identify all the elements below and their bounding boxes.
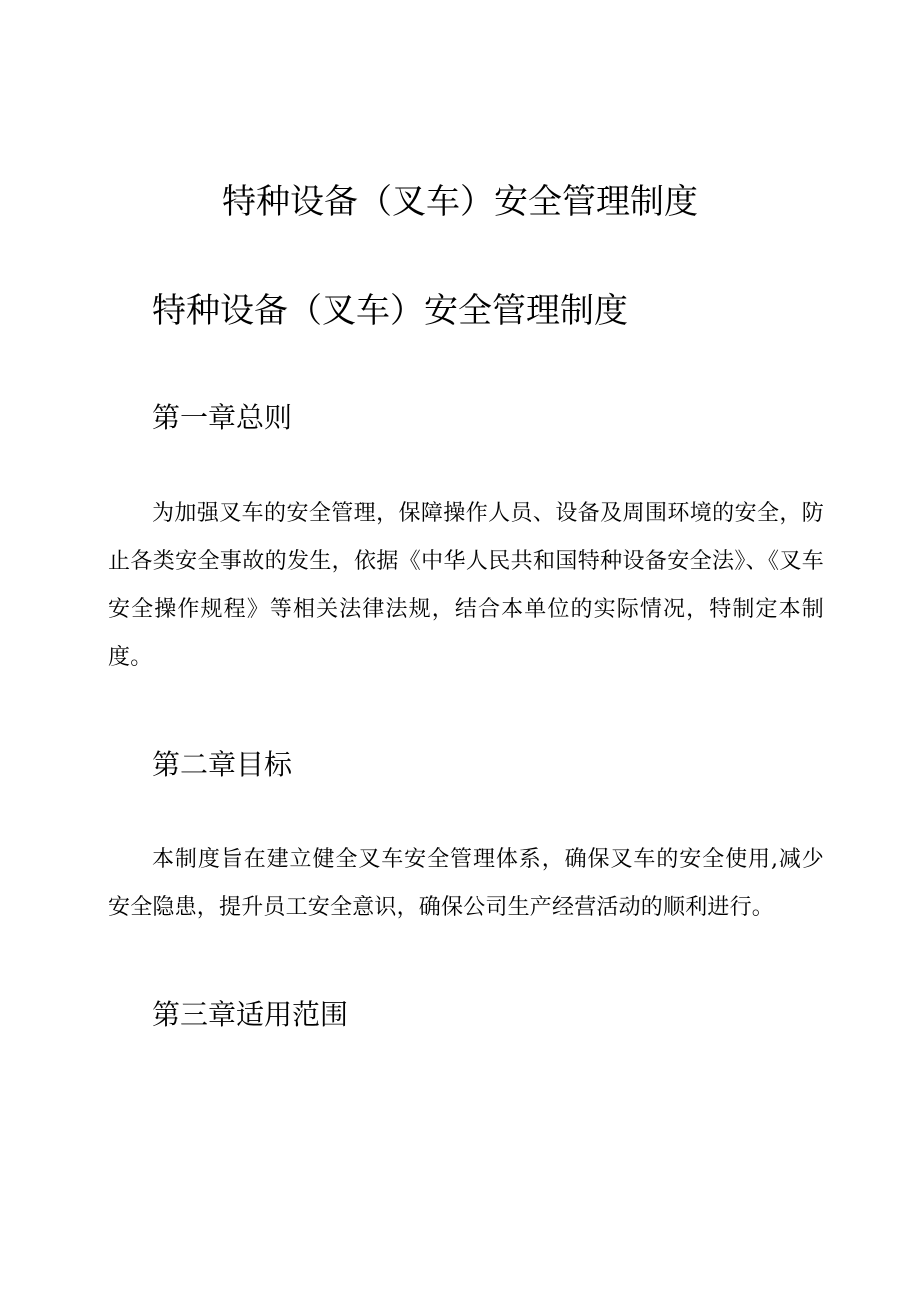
chapter-heading-2: 第二章目标	[152, 748, 293, 781]
chapter-paragraph-2: 本制度旨在建立健全叉车安全管理体系，确保叉车的安全使用,减少安全隐患，提升员工安全意识，确保公司生产经营活动的顺利进行。	[108, 847, 824, 920]
document-subtitle: 特种设备（叉车）安全管理制度	[152, 291, 628, 331]
chapter-paragraph-1: 为加强叉车的安全管理，保障操作人员、设备及周围环境的安全，防止各类安全事故的发生，依据《中华人民共和国特种设备安全法》、《叉车安全操作规程》等相关法律法规，结合本单位的实际情况，特制定本制度。	[108, 501, 824, 670]
chapter-heading-3: 第三章适用范围	[152, 998, 349, 1031]
chapter-heading-1: 第一章总则	[152, 401, 293, 434]
document-title: 特种设备（叉车）安全管理制度	[222, 182, 698, 222]
